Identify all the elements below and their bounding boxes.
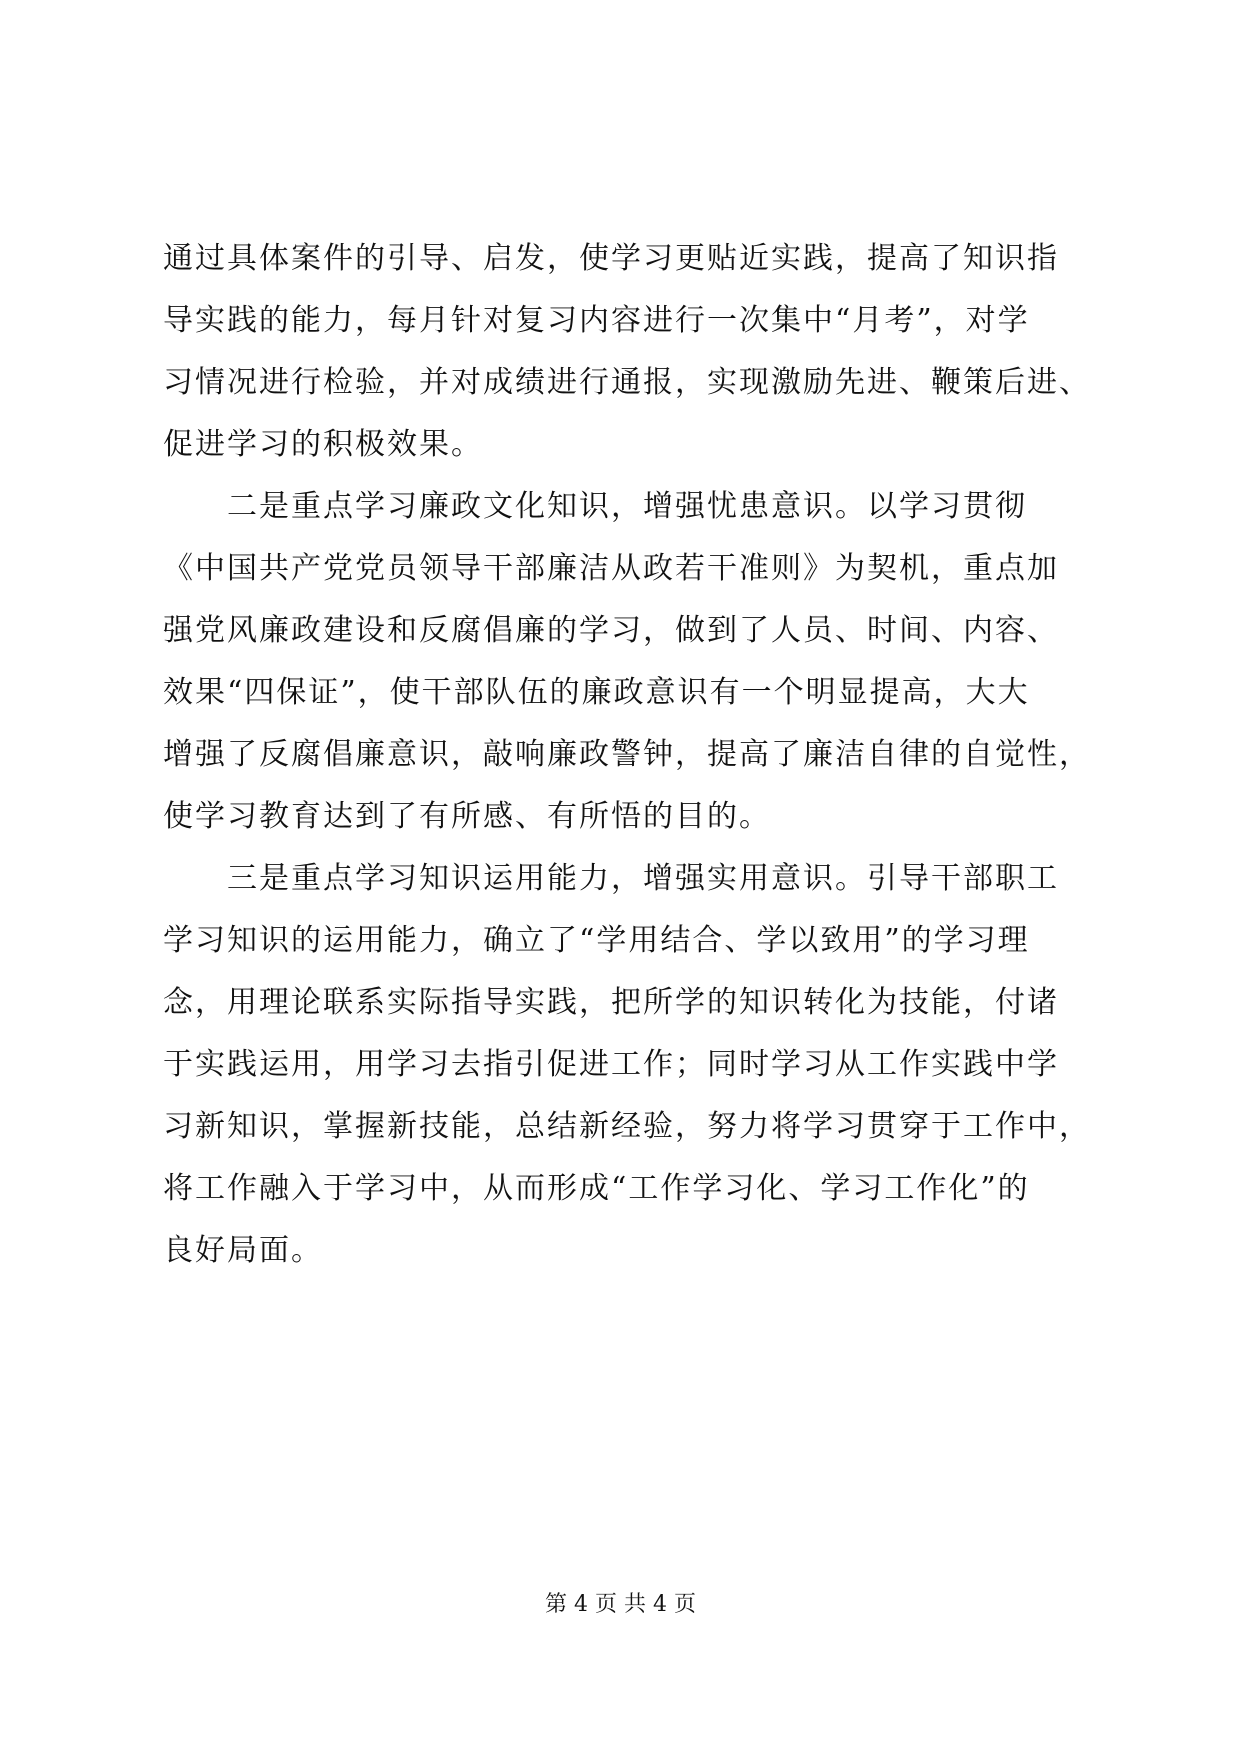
paragraph-line: 二是重点学习廉政文化知识，增强忧患意识。以学习贯彻 [163,489,1027,524]
page-number: 第 4 页 共 4 页 [545,1592,696,1617]
paragraph-line: 良好局面。 [163,1233,323,1268]
paragraph-line: 强党风廉政建设和反腐倡廉的学习，做到了人员、时间、内容、 [163,613,1059,648]
paragraph-2 [163,476,1091,848]
paragraph-line: 习新知识，掌握新技能，总结新经验，努力将学习贯穿于工作中， [163,1109,1091,1144]
paragraph-line: 使学习教育达到了有所感、有所悟的目的。 [163,799,771,834]
paragraph-line: 念，用理论联系实际指导实践，把所学的知识转化为技能，付诸 [163,985,1059,1020]
paragraph-line: 增强了反腐倡廉意识，敲响廉政警钟，提高了廉洁自律的自觉性， [163,737,1091,772]
paragraph-line: 学习知识的运用能力，确立了“学用结合、学以致用”的学习理 [163,923,1030,958]
paragraph-line: 将工作融入于学习中，从而形成“工作学习化、学习工作化”的 [163,1171,1030,1206]
paragraph-line: 三是重点学习知识运用能力，增强实用意识。引导干部职工 [163,861,1059,896]
paragraph-line: 通过具体案件的引导、启发，使学习更贴近实践，提高了知识指 [163,241,1059,276]
paragraph-line: 于实践运用，用学习去指引促进工作；同时学习从工作实践中学 [163,1047,1059,1082]
document-body [163,228,1091,1282]
paragraph-line: 《中国共产党党员领导干部廉洁从政若干准则》为契机，重点加 [163,551,1059,586]
paragraph-1 [163,228,1091,476]
page-footer [0,1590,1241,1620]
paragraph-3 [163,848,1091,1282]
paragraph-line: 习情况进行检验，并对成绩进行通报，实现激励先进、鞭策后进、 [163,365,1091,400]
paragraph-line: 促进学习的积极效果。 [163,427,483,462]
paragraph-line: 效果“四保证”，使干部队伍的廉政意识有一个明显提高，大大 [163,675,1030,710]
paragraph-line: 导实践的能力，每月针对复习内容进行一次集中“月考”，对学 [163,303,1030,338]
